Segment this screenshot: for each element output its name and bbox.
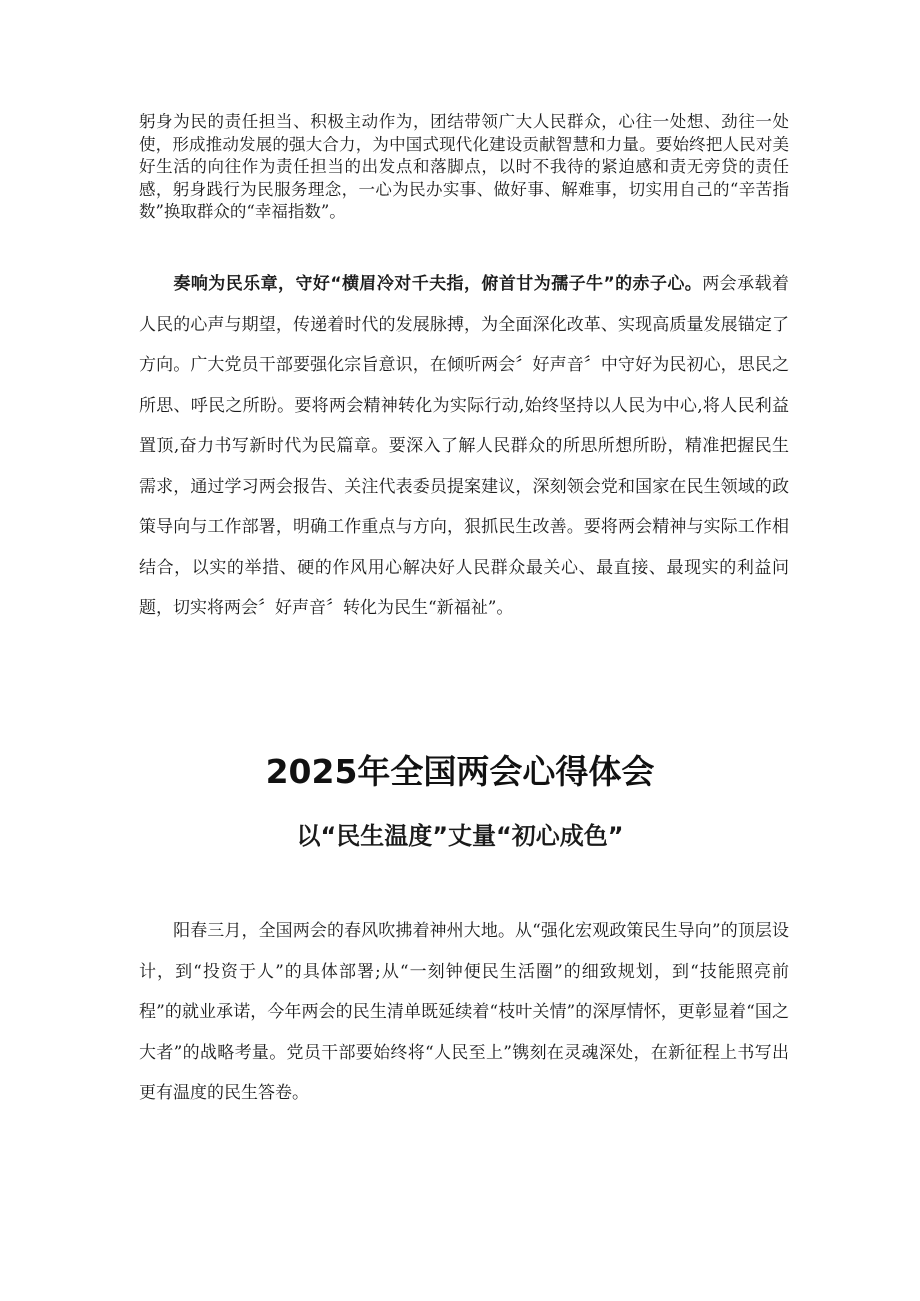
- paragraph-continued: [139, 111, 789, 224]
- document-subtitle: 以“民生温度”丈量“初心成色”: [296, 822, 624, 850]
- paragraph-text: 两会承载着人民的心声与期望，传递着时代的发展脉搏，为全面深化改革、实现高质量发展锚定了方向。广大党员干部要强化宗旨意识，在倾听两会〞好声音〞中守好为民初心，思民之所思、呼民之所盼。要将两会精神转化为实际行动,始终坚持以人民为中心,将人民利益置顶,奋力书写新时代为民篇章。要深入了解人民群众的所思所想所盼，精准把握民生需求，通过学习两会报告、关注代表委员提案建议，深刻领会党和国家在民生领域的政策导向与工作部署，明确工作重点与方向，狠抓民生改善。要将两会精神与实际工作相结合，以实的举措、硬的作风用心解决好人民群众最关心、最直接、最现实的利益问题，切实将两会〞好声音〞转化为民生“新福祉”。: [139, 274, 789, 618]
- paragraph-intro: [139, 911, 789, 1114]
- paragraph-text: 阳春三月，全国两会的春风吹拂着神州大地。从“强化宏观政策民生导向”的顶层设计，到“投资于人”的具体部署;从“一刻钟便民生活圈”的细致规划，到“技能照亮前程”的就业承诺，今年两会的民生清单既延续着“枝叶关情”的深厚情怀，更彰显着“国之大者”的战略考量。党员干部要始终将“人民至上”镌刻在灵魂深处，在新征程上书写出更有温度的民生答卷。: [139, 921, 789, 1103]
- document-title: 2025年全国两会心得体会: [265, 752, 655, 791]
- paragraph-text: 躬身为民的责任担当、积极主动作为，团结带领广大人民群众，心往一处想、劲往一处使，形成推动发展的强大合力，为中国式现代化建设贡献智慧和力量。要始终把人民对美好生活的向往作为责任担当的出发点和落脚点，以时不我待的紧迫感和责无旁贷的责任感，躬身践行为民服务理念，一心为民办实事、做好事、解难事，切实用自己的“辛苦指数”换取群众的“幸福指数”。: [139, 112, 789, 221]
- paragraph-section: [139, 264, 789, 629]
- section-lead-heading: 奏响为民乐章，守好“横眉冷对千夫指，俯首甘为孺子牛”的赤子心。: [173, 274, 703, 294]
